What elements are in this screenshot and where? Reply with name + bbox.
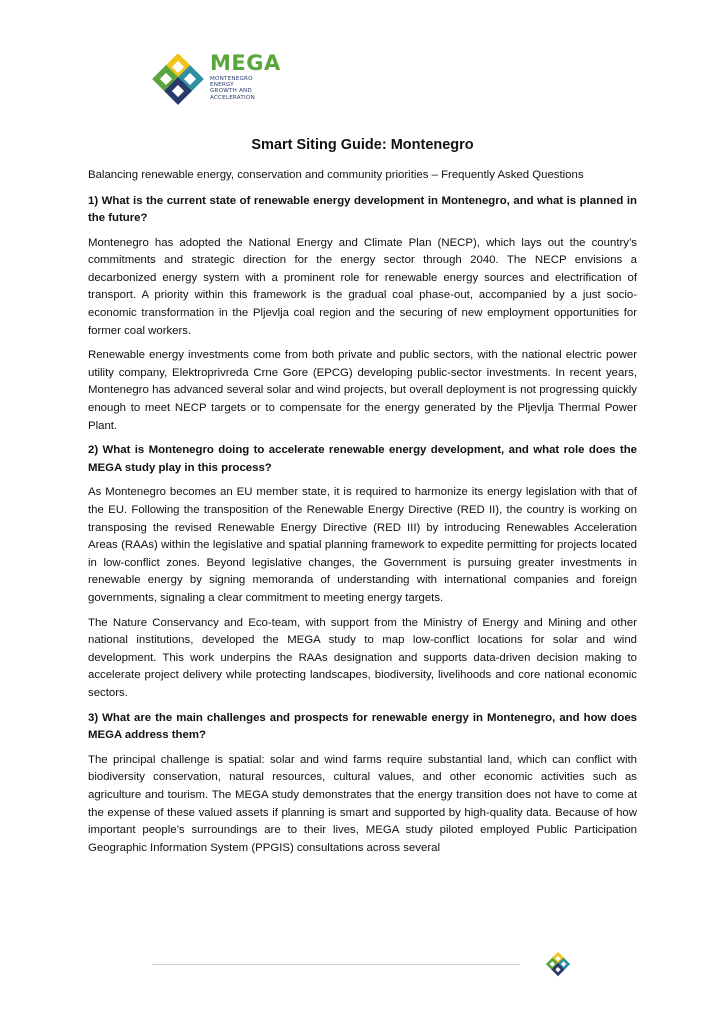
logo-tagline (210, 76, 255, 101)
logo-tagline-line: ENERGY (210, 82, 234, 89)
faq-paragraph: The principal challenge is spatial: solar and wind farms require substantial land, which can conflict with biodiversity conservation, natural resources, cultural values, and other economic activities such as agriculture and tourism. The MEGA study demonstrates that the energy transition does not have to come at the expense of these valued assets if planning is smart and supported by high-quality data. Because of how important people’s surroundings are to their lives, MEGA study piloted employed Public Participation Geographic Information System (PPGIS) consultations across several (88, 753, 637, 854)
footer-divider (152, 964, 520, 965)
document-subtitle: Balancing renewable energy, conservation and community priorities – Frequently Asked Questions (88, 169, 584, 181)
logo-tagline-line: MONTENEGRO (210, 76, 253, 82)
mega-logo (150, 52, 280, 110)
faq-paragraph: Renewable energy investments come from both private and public sectors, with the national electric power utility company, Elektroprivreda Crne Gore (EPCG) developing public-sector investments. In recent years, Montenegro has advanced several solar and wind projects, but overall deployment is not progressing quickly enough to meet NECP targets or to compensate for the energy generated by the Pljevlja Thermal Power Plant. (88, 349, 637, 432)
faq-paragraph: The Nature Conservancy and Eco-team, with support from the Ministry of Energy and Mining and other national institutions, developed the MEGA study to map low-conflict locations for solar and wind development. This work underpins the RAAs designation and supports data-driven decision making to accelerate project delivery while protecting landscapes, biodiversity, livelihoods and core national economic sectors. (88, 616, 637, 699)
document-title: Smart Siting Guide: Montenegro (251, 137, 474, 153)
footer-diamond-logo-icon (545, 952, 571, 978)
logo-wordmark: MEGA (210, 51, 281, 75)
mega-diamond-logo-icon (150, 54, 206, 108)
faq-paragraph: As Montenegro becomes an EU member state, it is required to harmonize its energy legislation with that of the EU. Following the transposition of the Renewable Energy Directive (RED II), the country is working on transposing the revised Renewable Energy Directive (RED III) by introducing Renewables Acceleration Areas (RAAs) within the legislative and spatial planning framework to expedite permitting for projects located in low-conflict zones. Beyond legislative changes, the Government is pursuing greater investments in renewable energy by signing memoranda of understanding with international companies and foreign governments, signaling a clear commitment to meeting energy targets. (88, 486, 637, 604)
faq-question: 1) What is the current state of renewable energy development in Montenegro, and what is planned in the future? (88, 194, 637, 225)
logo-tagline-line: ACCELERATION (210, 94, 255, 101)
document-body (88, 136, 637, 864)
faq-question: 3) What are the main challenges and prospects for renewable energy in Montenegro, and how does MEGA address them? (88, 711, 637, 742)
faq-paragraph: Montenegro has adopted the National Energy and Climate Plan (NECP), which lays out the country’s commitments and strategic direction for the energy sector through 2040. The NECP envisions a decarbonized energy system with a prominent role for renewable energy sources and electrification of transport. A priority within this framework is the gradual coal phase-out, accompanied by a just socio-economic transformation in the Pljevlja coal region and the securing of new employment opportunities for former coal workers. (88, 236, 637, 337)
logo-tagline-line: GROWTH AND (210, 88, 252, 95)
faq-question: 2) What is Montenegro doing to accelerate renewable energy development, and what role does the MEGA study play in this process? (88, 444, 637, 474)
